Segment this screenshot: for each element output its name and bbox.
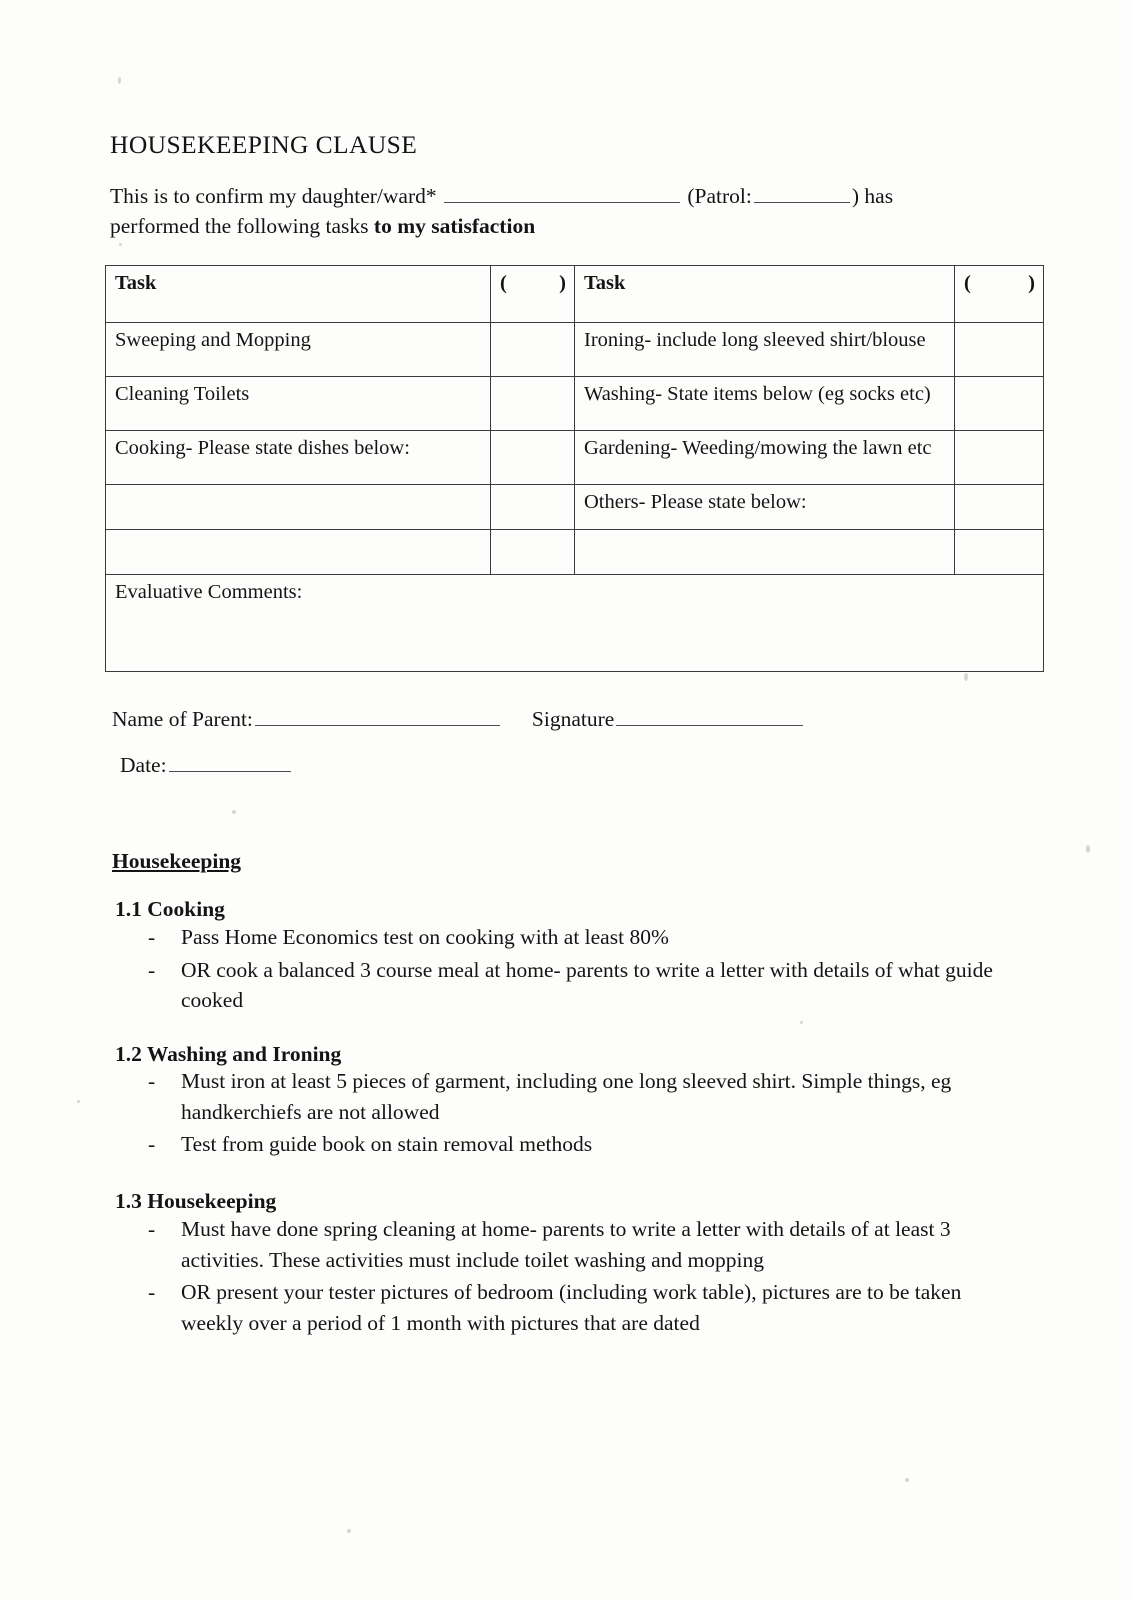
header-check-left	[491, 266, 575, 323]
list-item	[115, 922, 995, 953]
bullet-dash-icon: -	[148, 957, 156, 982]
intro-text-1: This is to confirm my daughter/ward*	[110, 184, 437, 208]
task-label-left: Cleaning Toilets	[106, 377, 491, 431]
scan-speck	[118, 77, 121, 84]
table-row	[106, 431, 1044, 485]
scan-speck	[232, 810, 236, 814]
task-label-right[interactable]	[575, 530, 955, 575]
paren-close: )	[1028, 272, 1035, 294]
bullet-dash-icon: -	[148, 1217, 156, 1241]
list-item	[115, 955, 995, 1016]
paren-open: (	[500, 272, 507, 294]
task-checkbox-left[interactable]	[491, 323, 575, 377]
evaluative-comments-row	[106, 575, 1044, 672]
table-row	[106, 377, 1044, 431]
task-checkbox-right[interactable]	[955, 485, 1044, 530]
task-label-left[interactable]	[106, 485, 491, 530]
task-checkbox-left[interactable]	[491, 485, 575, 530]
intro-text-4: performed the following tasks	[110, 214, 369, 238]
scan-speck	[905, 1478, 909, 1482]
task-checkbox-left[interactable]	[491, 377, 575, 431]
scan-speck	[1086, 845, 1090, 853]
list-item	[115, 1129, 995, 1160]
date-label: Date:	[120, 753, 167, 777]
task-checkbox-right[interactable]	[955, 323, 1044, 377]
table-row	[106, 323, 1044, 377]
bullet-list-washing-ironing	[115, 1066, 995, 1162]
task-checkbox-left[interactable]	[491, 431, 575, 485]
task-label-left: Cooking- Please state dishes below:	[106, 431, 491, 485]
list-item	[115, 1214, 995, 1275]
task-checkbox-right[interactable]	[955, 431, 1044, 485]
header-task-left: Task	[106, 266, 491, 323]
task-label-left: Sweeping and Mopping	[106, 323, 491, 377]
date-block	[120, 753, 293, 778]
intro-emphasis: to my satisfaction	[373, 214, 536, 238]
list-item-text: OR present your tester pictures of bedroom (including work table), pictures are to be taken weekly over a period of 1 month with pictures that are dated	[181, 1280, 962, 1335]
subsection-title-washing-ironing: 1.2 Washing and Ironing	[115, 1042, 342, 1066]
list-item-text: Pass Home Economics test on cooking with at least 80%	[181, 925, 669, 949]
bullet-list-housekeeping	[115, 1214, 995, 1340]
scan-speck	[77, 1100, 80, 1103]
task-table	[105, 265, 1044, 672]
signature-block	[112, 707, 805, 732]
signature-blank[interactable]	[616, 708, 803, 726]
section-heading-housekeeping: Housekeeping	[112, 849, 242, 873]
bullet-dash-icon: -	[148, 1132, 156, 1156]
header-task-right: Task	[575, 266, 955, 323]
bullet-dash-icon: -	[148, 1069, 156, 1093]
paren-open: (	[964, 272, 971, 294]
task-label-right: Washing- State items below (eg socks etc)	[575, 377, 955, 431]
task-label-left[interactable]	[106, 530, 491, 575]
intro-text-2: (Patrol:	[687, 184, 752, 208]
list-item	[115, 1066, 995, 1127]
signature-label: Signature	[531, 707, 615, 731]
scan-speck	[119, 243, 122, 246]
list-item-text: Test from guide book on stain removal methods	[181, 1132, 593, 1156]
list-item-text: Must iron at least 5 pieces of garment, including one long sleeved shirt. Simple things, eg handkerchiefs are not allowed	[181, 1069, 952, 1124]
scan-speck	[347, 1529, 351, 1533]
name-of-parent-label: Name of Parent:	[112, 707, 253, 731]
list-item	[115, 1277, 995, 1338]
table-row	[106, 530, 1044, 575]
scan-speck	[800, 1021, 803, 1024]
paren-close: )	[559, 272, 566, 294]
bullet-list-cooking	[115, 922, 995, 1018]
task-label-right: Others- Please state below:	[575, 485, 955, 530]
subsection-title-housekeeping: 1.3 Housekeeping	[115, 1189, 277, 1213]
bullet-dash-icon: -	[148, 1280, 156, 1304]
list-item-text: Must have done spring cleaning at home- parents to write a letter with details of at least 3 activities. These activities must include toilet washing and mopping	[181, 1217, 951, 1272]
name-of-parent-blank[interactable]	[255, 708, 500, 726]
header-check-right	[955, 266, 1044, 323]
intro-text-3: ) has	[851, 184, 894, 208]
bullet-dash-icon: -	[148, 925, 156, 949]
task-label-right: Gardening- Weeding/mowing the lawn etc	[575, 431, 955, 485]
date-blank[interactable]	[169, 754, 291, 772]
evaluative-comments-label[interactable]: Evaluative Comments:	[106, 575, 1044, 672]
list-item-text: OR cook a balanced 3 course meal at home- parents to write a letter with details of what guide cooked	[181, 957, 993, 1012]
intro-paragraph	[110, 181, 990, 241]
task-label-right: Ironing- include long sleeved shirt/blouse	[575, 323, 955, 377]
task-checkbox-right[interactable]	[955, 377, 1044, 431]
table-row	[106, 485, 1044, 530]
scan-speck	[964, 673, 968, 681]
patrol-blank[interactable]	[754, 185, 850, 203]
table-header-row	[106, 266, 1044, 323]
task-checkbox-left[interactable]	[491, 530, 575, 575]
ward-name-blank[interactable]	[444, 185, 680, 203]
subsection-title-cooking: 1.1 Cooking	[115, 897, 225, 921]
task-checkbox-right[interactable]	[955, 530, 1044, 575]
page-title: HOUSEKEEPING CLAUSE	[110, 130, 418, 159]
